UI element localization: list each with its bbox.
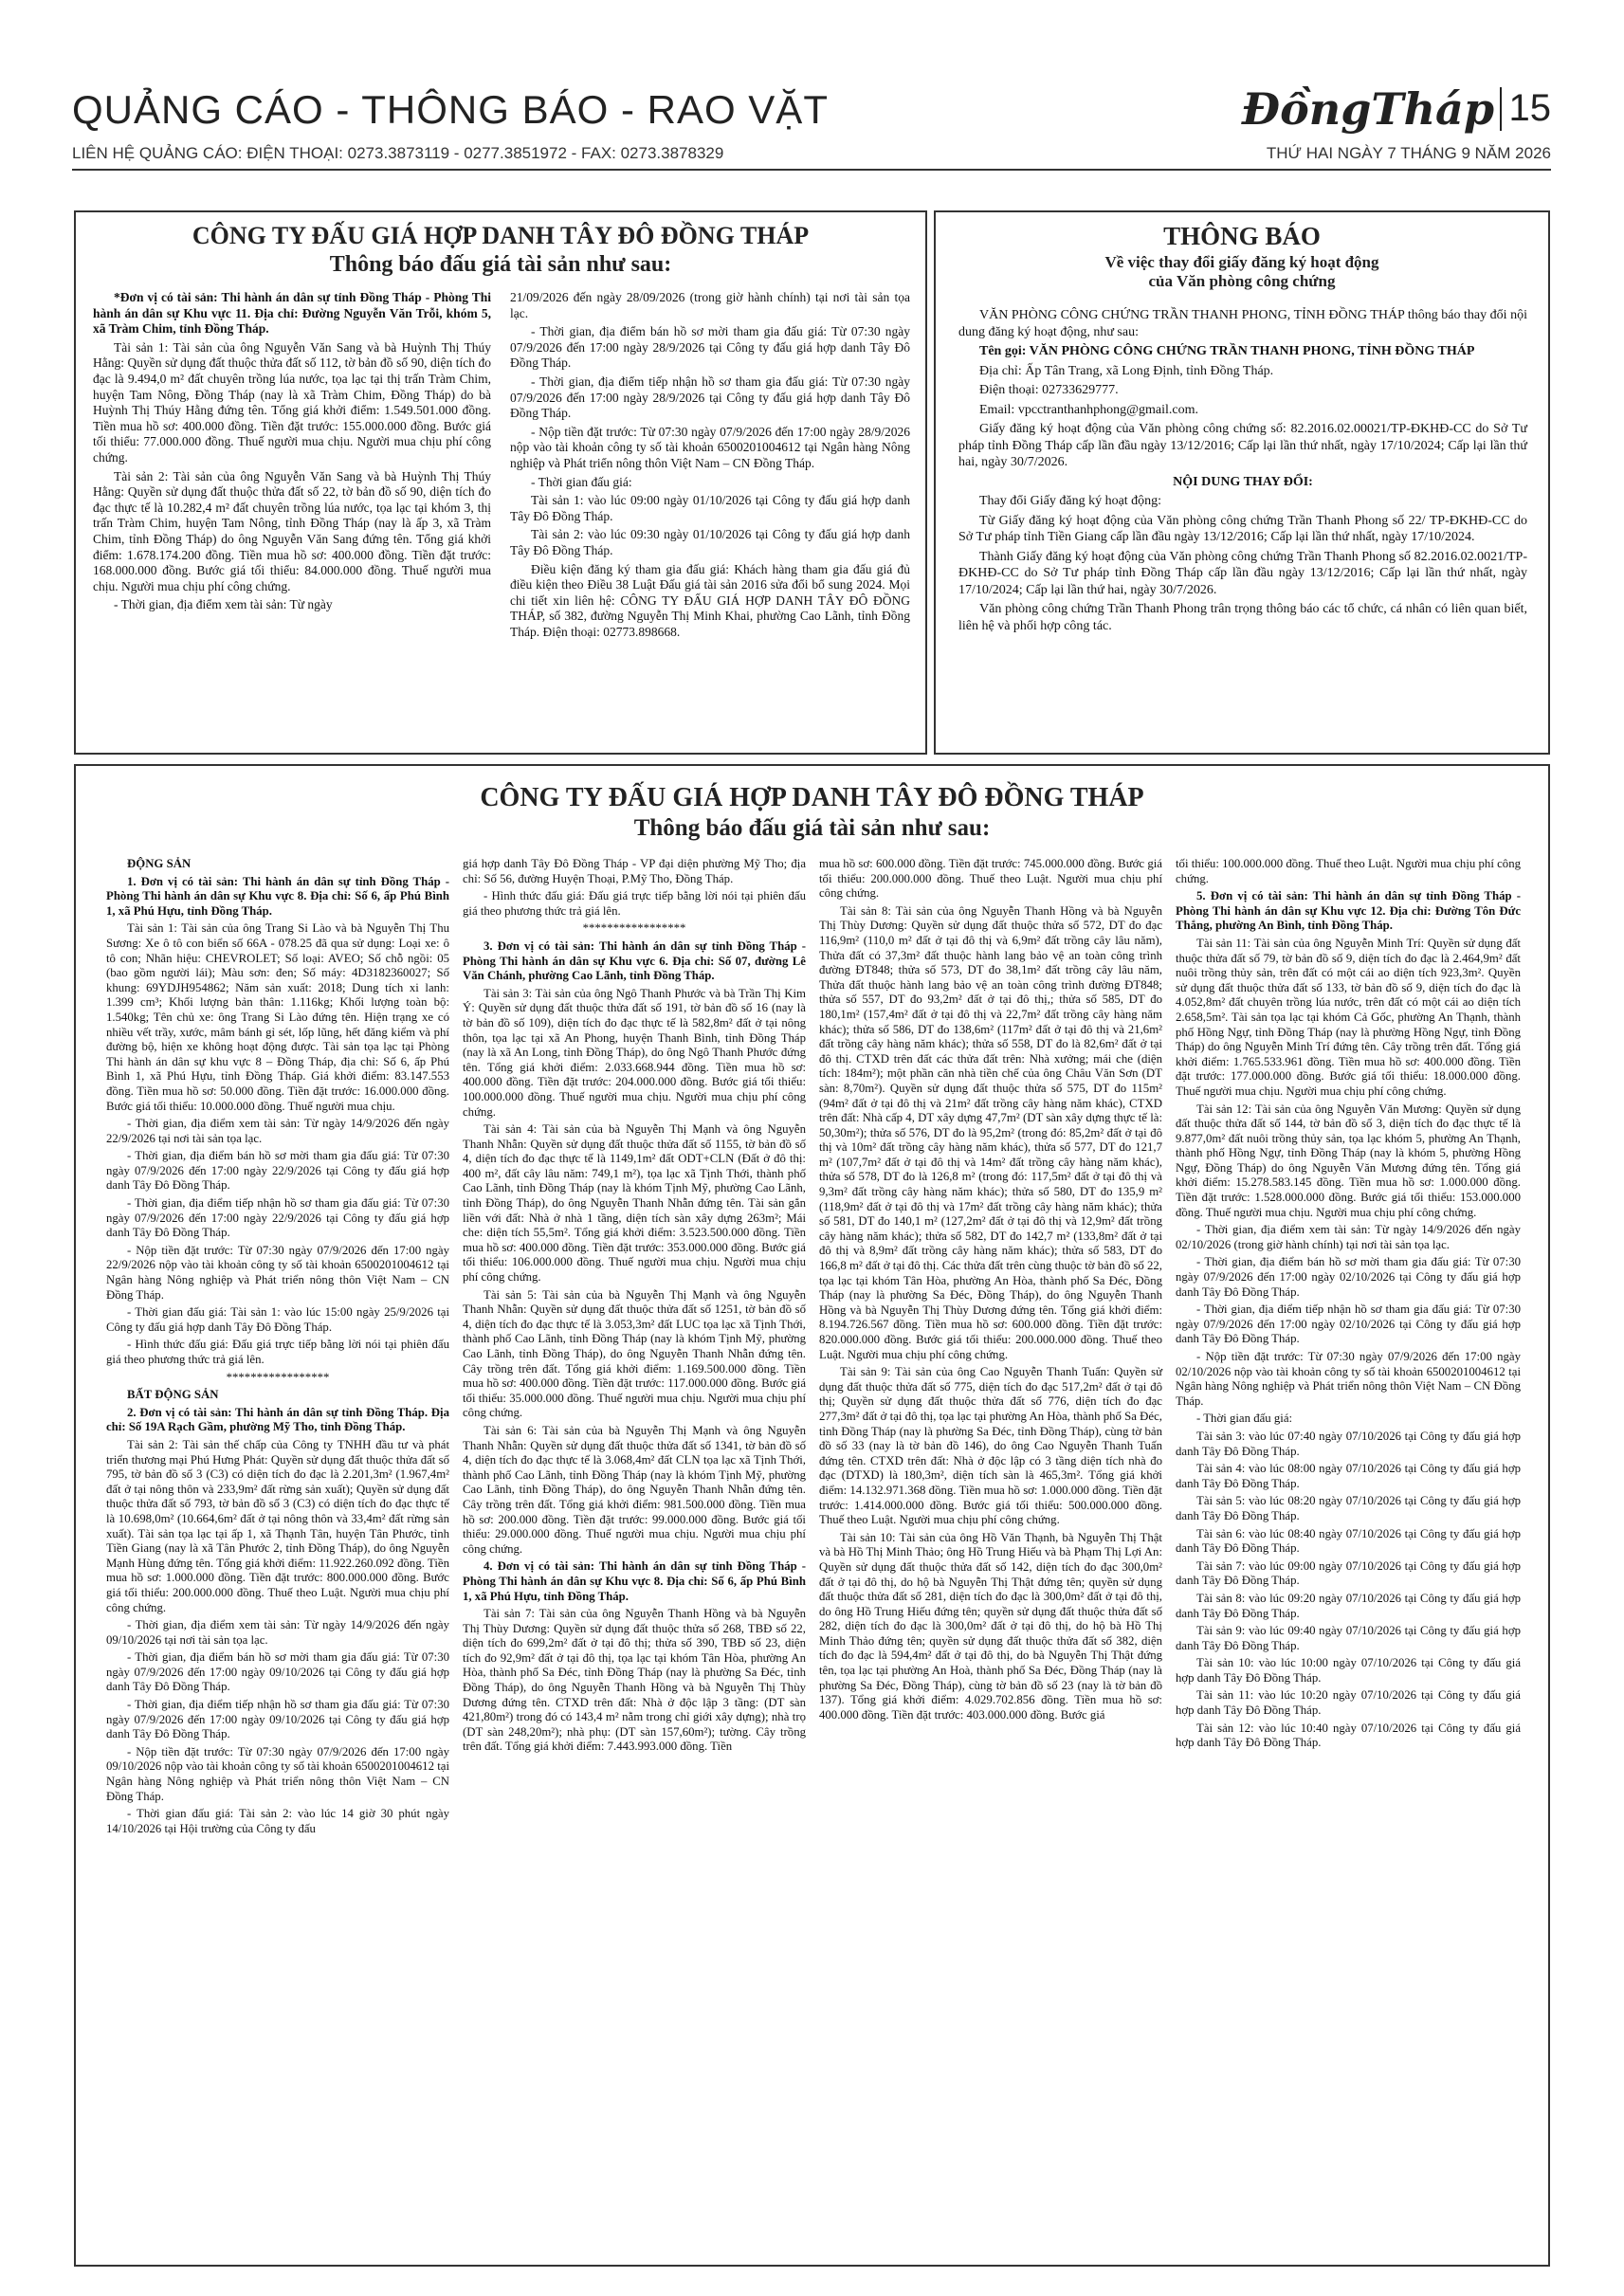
ad1-text: Điều kiện đăng ký tham gia đấu giá: Khách hàng tham gia đấu giá đủ điều kiện theo Điều 38 Luật Đấu giá tài sản 2016 sửa đổi bổ sung 2024. Mọi chi tiết xin liên hệ: CÔNG TY ĐẤU GIÁ HỢP DANH TÂY ĐÔ ĐỒNG THÁP, số 382, đường Nguyễn Thị Minh Khai, phường Cao Lãnh, tỉnh Đồng Tháp. Điện thoại: 02773.898668.	[510, 561, 910, 639]
company-title: CÔNG TY ĐẤU GIÁ HỢP DANH TÂY ĐÔ ĐỒNG THÁP	[480, 783, 1144, 812]
ad2-text: - Thời gian, địa điểm xem tài sản: Từ ngày 14/9/2026 đến ngày 22/9/2026 tại nơi tài sản tọa lạc.	[106, 1117, 449, 1145]
ad2-text: 1. Đơn vị có tài sản: Thi hành án dân sự tỉnh Đồng Tháp - Phòng Thi hành án dân sự Khu vực 8. Địa chỉ: Số 6, ấp Phú Bình 1, xã Phú Hựu, tỉnh Đồng Tháp.	[106, 874, 449, 918]
ad2-text: 4. Đơn vị có tài sản: Thi hành án dân sự tỉnh Đồng Tháp - Phòng Thi hành án dân sự Khu vực 8. Địa chỉ: Số 6, ấp Phú Bình 1, xã Phú Hựu, tỉnh Đồng Tháp.	[463, 1559, 806, 1603]
ad1-text: Tài sản 1: vào lúc 09:00 ngày 01/10/2026 tại Công ty đấu giá hợp danh Tây Đô Đồng Tháp.	[510, 493, 910, 523]
ad1-text: Tài sản 2: Tài sản của ông Nguyễn Văn Sang và bà Huỳnh Thị Thúy Hằng: Quyền sử dụng đất thuộc thửa đất số 22, tờ bản đồ số 90, diện tích đo đạc thực tế là 10.282,4 m² đất chuyên trồng lúa nước, tọa lạc tại khóm 3, thị trấn Tràm Chim, huyện Tam Nông, tỉnh Đồng Tháp (nay là ấp 3, xã Tràm Chim, tỉnh Đồng Tháp) do ông Nguyễn Văn Sang đứng tên. Tổng giá khởi điểm: 1.678.174.200 đồng. Tiền mua hồ sơ: 400.000 đồng. Tiền đặt trước: 168.000.000 đồng. Bước giá tối thiểu: 84.000.000 đồng. Thuế người mua chịu. Người mua chịu phí công chứng.	[93, 468, 491, 593]
ad2-separator: *****************	[582, 921, 686, 936]
notice-text: VĂN PHÒNG CÔNG CHỨNG TRẦN THANH PHONG, TỈNH ĐỒNG THÁP thông báo thay đổi nội dung đăng ký hoạt động, như sau:	[958, 308, 1527, 339]
ad2-text: mua hồ sơ: 600.000 đồng. Tiền đặt trước: 745.000.000 đồng. Bước giá tối thiểu: 200.000.000 đồng. Thuế theo Luật. Người mua chịu phí công chứng.	[819, 857, 1162, 901]
ad2-text: - Hình thức đấu giá: Đấu giá trực tiếp bằng lời nói tại phiên đấu giá theo phương thức trả giá lên.	[463, 889, 806, 918]
ad2-text: Tài sản 5: Tài sản của bà Nguyễn Thị Mạnh và ông Nguyễn Thanh Nhẫn: Quyền sử dụng đất thuộc thửa đất số 1251, tờ bản đồ số 4, diện tích đo đạc thực tế là 3.053,3m² đất LUC tọa lạc xã Tịnh Thới, thành phố Cao Lãnh, tỉnh Đồng Tháp (nay là khóm Tịnh Mỹ, phường Cao Lãnh, tỉnh Đồng Tháp), do ông Nguyễn Thanh Nhẫn đứng tên. Cây trồng trên đất. Tổng giá khởi điểm: 1.169.500.000 đồng. Tiền mua hồ sơ: 400.000 đồng. Tiền đặt trước: 117.000.000 đồng. Bước giá tối thiểu: 35.000.000 đồng. Thuế người mua chịu. Người mua chịu phí công chứng.	[463, 1287, 806, 1420]
notice-subtitle: Về việc thay đổi giấy đăng ký hoạt động	[1104, 253, 1379, 271]
ad2-text: Tài sản 11: vào lúc 10:20 ngày 07/10/2026 tại Công ty đấu giá hợp danh Tây Đô Đồng Tháp.	[1176, 1688, 1521, 1718]
ad1-text: Tài sản 2: vào lúc 09:30 ngày 01/10/2026 tại Công ty đấu giá hợp danh Tây Đô Đồng Tháp.	[510, 527, 910, 557]
ad2-text: Tài sản 2: Tài sản thế chấp của Công ty TNHH đầu tư và phát triển thương mại Phú Hưng Phát: Quyền sử dụng đất thuộc thửa đất số 795, tờ bản đồ số 3 (C3) có diện tích đo đạc là 2.201,3m² (1.967,4m² đất ở tại nông thôn và 233,9m² đất rừng sản xuất); Quyền sử dụng đất thuộc thửa đất số 793, tờ bản đồ số 3 (C3) có diện tích đo đạc thực tế là 10.698,0m² (10.664,6m² đất ở tại nông thôn và 33,4m² đất rừng sản xuất). Tài sản tọa lạc tại ấp 1, xã Thạnh Tân, huyện Tân Phước, tỉnh Tiền Giang (nay là xã Tân Phước 2, tỉnh Đồng Tháp), do ông Nguyễn Mạnh Hùng đứng tên. Tổng giá khởi điểm: 11.922.260.092 đồng. Tiền mua hồ sơ: 1.000.000 đồng. Tiền đặt trước: 800.000.000 đồng. Bước giá tối thiểu: 200.000.000 đồng. Thuế theo Luật. Người mua chịu phí công chứng.	[106, 1437, 449, 1614]
header-rule	[72, 169, 1551, 171]
ad1-column-1	[93, 290, 491, 616]
notary-notice	[934, 210, 1550, 755]
ad2-text: - Thời gian, địa điểm tiếp nhận hồ sơ tham gia đấu giá: Từ 07:30 ngày 07/9/2026 đến 17:00 ngày 09/10/2026 tại Công ty đấu giá hợp danh Tây Đô Đồng Tháp.	[106, 1698, 449, 1741]
ad2-text: tối thiểu: 100.000.000 đồng. Thuế theo Luật. Người mua chịu phí công chứng.	[1176, 857, 1521, 885]
ad2-text: Tài sản 8: vào lúc 09:20 ngày 07/10/2026 tại Công ty đấu giá hợp danh Tây Đô Đồng Tháp.	[1176, 1591, 1521, 1620]
ad2-text: - Nộp tiền đặt trước: Từ 07:30 ngày 07/9/2026 đến 17:00 ngày 02/10/2026 nộp vào tài khoản công ty số tài khoản 6500201004612 tại Ngân hàng Nông nghiệp và Phát triển nông thôn Việt Nam – CN Đồng Tháp.	[1176, 1350, 1521, 1408]
ad2-text: - Thời gian, địa điểm bán hồ sơ mời tham gia đấu giá: Từ 07:30 ngày 07/9/2026 đến 17:00 ngày 09/10/2026 tại Công ty đấu giá hợp danh Tây Đô Đồng Tháp.	[106, 1650, 449, 1694]
ad2-column-4	[1176, 857, 1521, 1754]
notice-text: Tên gọi: VĂN PHÒNG CÔNG CHỨNG TRẦN THANH PHONG, TỈNH ĐỒNG THÁP	[979, 344, 1475, 358]
ad1-text: 21/09/2026 đến ngày 28/09/2026 (trong giờ hành chính) tại nơi tài sản tọa lạc.	[510, 290, 910, 320]
notice-text: Email: vpcctranthanhphong@gmail.com.	[979, 402, 1198, 417]
ad2-text: - Nộp tiền đặt trước: Từ 07:30 ngày 07/9/2026 đến 17:00 ngày 09/10/2026 nộp vào tài khoản công ty số tài khoản 6500201004612 tại Ngân hàng Nông nghiệp và Phát triển nông thôn Việt Nam – CN Đồng Tháp.	[106, 1744, 449, 1803]
ad2-text: Tài sản 9: vào lúc 09:40 ngày 07/10/2026 tại Công ty đấu giá hợp danh Tây Đô Đồng Tháp.	[1176, 1624, 1521, 1652]
ad2-column-3	[819, 857, 1162, 1725]
ad2-text: Tài sản 10: vào lúc 10:00 ngày 07/10/2026 tại Công ty đấu giá hợp danh Tây Đô Đồng Tháp.	[1176, 1656, 1521, 1685]
notice-text: Địa chỉ: Ấp Tân Trang, xã Long Định, tỉnh Đồng Tháp.	[979, 363, 1274, 378]
ad1-text: *Đơn vị có tài sản: Thi hành án dân sự tỉnh Đồng Tháp - Phòng Thi hành án dân sự Khu vực 11. Địa chỉ: Đường Nguyễn Văn Trỗi, khóm 5, xã Tràm Chim, tỉnh Đồng Tháp.	[93, 290, 491, 337]
ad2-text: - Thời gian, địa điểm tiếp nhận hồ sơ tham gia đấu giá: Từ 07:30 ngày 07/9/2026 đến 17:00 ngày 02/10/2026 tại Công ty đấu giá hợp danh Tây Đô Đồng Tháp.	[1176, 1303, 1521, 1346]
page-number: 15	[1508, 87, 1551, 129]
ad2-text: Tài sản 8: Tài sản của ông Nguyễn Thanh Hồng và bà Nguyễn Thị Thùy Dương: Quyền sử dụng đất thuộc thửa số 572, DT đo đạc 116,9m² (110,0 m² đất ở tại đô thị và 6,9m² đất trồng cây lâu năm), Thửa đất có 37,3m² đất thuộc hành lang bảo vệ an toàn công trình đường ĐT848; thửa số 573, DT đo 38,1m² đất trồng cây lâu năm, Thửa đất thuộc hành lang bảo vệ an toàn công trình đường ĐT848; thửa số 557, DT đo 93,2m² đất ở tại đô thị,; thửa số 585, DT đo 180,1m² (157,4m² đất ở tại đô thị và 22,7m² đất trồng cây hàng năm khác); thửa số 586, DT đo 138,6m² (117m² đất ở tại đô thị và 21,6m² đất trồng cây hàng năm khác); thửa số 558, DT đo là 82,6m² đất ở tại đô thị. CTXD trên đất các thửa đất trên: Nhà xưởng; mái che (diện tích: 184m²); một phần căn nhà tiền chế của ông Châu Văn Sơn (DT sàn: 8,70m²). Quyền sử dụng đất thuộc thửa số 575, DT đo 115m² (94m² đất ở tại đô thị và 21m² đất trồng cây hàng năm khác), CTXD trên đất: Nhà cấp 4, DT xây dựng 47,7m² (DT sàn xây dựng thực tế là: 50,30m²); thửa số 576, DT đo là 95,2m² (trong đó: 85,2m² đất ở tại đô thị và 10m² đất trồng cây hàng năm khác), thửa số 577, DT đo 121,7 m² (107,7m² đất ở tại đô thị và 14m² đất trồng cây hàng năm khác), thửa số 578, DT đo là 126,8 m² (trong đó: 117,5m² đất ở tại đô thị và 9,3m² đất trồng cây hàng năm khác); thửa số 580, DT đo 135,9 m² (118,9m² đất ở tại đô thị và 17m² đất trồng cây hàng năm khác); thửa số 581, DT đo 140,1 m² (127,2m² đất ở tại đô thị và 12,9m² đất trồng cây hàng năm khác); thửa số 582, DT đo 142,7 m² (133,8m² đất ở tại đô thị và 8,9m² đất trồng cây hàng năm khác); thửa số 583, DT đo 166,8 m² đất ở tại đô thị. Các thửa đất trên cùng thuộc tờ bản đồ số 22, tọa lạc tại khóm Tân Hòa, phường An Hòa, thành phố Sa Đéc, Đồng Tháp (nay là phường Sa Đéc, Đồng Tháp), do ông Nguyễn Thanh Hồng và bà Nguyễn Thị Thùy Dương đứng tên. Tổng giá khởi điểm: 8.194.726.567 đồng. Tiền mua hồ sơ: 600.000 đồng. Tiền đặt trước: 820.000.000 đồng. Bước giá tối thiểu: 200.000.000 đồng. Thuế theo Luật. Người mua chịu phí công chứng.	[819, 903, 1162, 1361]
ad2-text: Tài sản 11: Tài sản của ông Nguyễn Minh Trí: Quyền sử dụng đất thuộc thửa đất số 79, tờ bản đồ số 9, diện tích đo đạc là 2.464,9m² đất nuôi trồng thủy sản, trên đất có một cái ao diện tích 923,3m². Quyền sử dụng đất thuộc thửa đất số 133, tờ bản đồ số 9, diện tích đo đạc là 4.052,8m² đất chuyên trồng lúa nước, trên đất có một cái ao diện tích 2.658,5m². Tài sản tọa lạc tại khóm Cả Gốc, phường An Thạnh, thành phố Hồng Ngự, tỉnh Đồng Tháp (nay là phường Hồng Ngự, tỉnh Đồng Tháp) do ông Nguyễn Minh Trí đứng tên. Cây trồng trên đất. Tổng giá khởi điểm: 1.765.533.961 đồng. Tiền mua hồ sơ: 400.000 đồng. Tiền đặt trước: 177.000.000 đồng. Bước giá tối thiểu: 18.000.000 đồng. Thuế người mua chịu. Người mua chịu phí công chứng.	[1176, 936, 1521, 1098]
notice-text: Giấy đăng ký hoạt động của Văn phòng công chứng số: 82.2016.02.00021/TP-ĐKHĐ-CC do Sở Tư pháp tỉnh Đồng Tháp cấp lần đầu ngày 13/12/2016; Cấp lại lần thứ nhất, ngày 17/10/2024; Cấp lại lần thứ hai, ngày 30/7/2026.	[958, 422, 1527, 469]
ad2-text: BẤT ĐỘNG SẢN	[127, 1388, 219, 1402]
ad2-text: Tài sản 5: vào lúc 08:20 ngày 07/10/2026 tại Công ty đấu giá hợp danh Tây Đô Đồng Tháp.	[1176, 1494, 1521, 1522]
ad2-text: Tài sản 6: Tài sản của bà Nguyễn Thị Mạnh và ông Nguyễn Thanh Nhẫn: Quyền sử dụng đất thuộc thửa đất số 1341, tờ bản đồ số 4, diện tích đo đạc thực tế là 3.068,4m² đất CLN tọa lạc xã Tịnh Thới, thành phố Cao Lãnh, tỉnh Đồng Tháp (nay là khóm Tịnh Mỹ, phường Cao Lãnh, tỉnh Đồng Tháp), do ông Nguyễn Thanh Nhẫn đứng tên. Cây trồng trên đất. Tổng giá khởi điểm: 981.500.000 đồng. Tiền mua hồ sơ: 200.000 đồng. Tiền đặt trước: 99.000.000 đồng. Bước giá tối thiểu: 29.000.000 đồng. Thuế người mua chịu. Người mua chịu phí công chứng.	[463, 1423, 806, 1556]
ad2-text: - Thời gian, địa điểm xem tài sản: Từ ngày 14/9/2026 đến ngày 02/10/2026 (trong giờ hành chính) tại nơi tài sản tọa lạc.	[1176, 1223, 1521, 1251]
ad2-text: 5. Đơn vị có tài sản: Thi hành án dân sự tỉnh Đồng Tháp - Phòng Thi hành án dân sự Khu vực 12. Địa chỉ: Đường Tôn Đức Thắng, phường An Bình, tỉnh Đồng Tháp.	[1176, 889, 1521, 933]
ad2-column-1	[106, 857, 449, 1839]
ad2-text: Tài sản 10: Tài sản của ông Hồ Văn Thạnh, bà Nguyễn Thị Thật và bà Hồ Thị Minh Thảo; ông Hồ Trung Hiếu và bà Phạm Thị Lợi An: Quyền sử dụng đất thuộc thửa đất số 142, diện tích đo đạc 300,0m² đất ở tại đô thị, do hộ bà Nguyễn Thị Thật đứng tên; quyền sử dụng đất thuộc thửa đất số 281, diện tích đo đạc là 300,0m² đất ở tại đô thị, do ông Hồ Trung Hiếu đứng tên; quyền sử dụng đất thuộc thửa đất số 282, diện tích đo đạc là 300,0m² đất ở tại đô thị, do hộ bà Hồ Thị Minh Thảo đứng tên; quyền sử dụng đất thuộc thửa đất số 382, diện tích đo đạc là 594,4m² đất ở tại đô thị, do bà Nguyễn Thị Thật đứng tên, tọa lạc tại phường An Hoà, thành phố Sa Đéc, Đồng Tháp (nay là phường Sa Đéc, Đồng Tháp), cùng tờ bản đồ số 23 (nay là tờ bản đồ 137). Tổng giá khởi điểm: 4.029.702.856 đồng. Tiền mua hồ sơ: 400.000 đồng. Tiền đặt trước: 403.000.000 đồng. Bước giá	[819, 1530, 1162, 1722]
ad2-text: Tài sản 4: vào lúc 08:00 ngày 07/10/2026 tại Công ty đấu giá hợp danh Tây Đô Đồng Tháp.	[1176, 1462, 1521, 1490]
notice-subtitle: Thông báo đấu giá tài sản như sau:	[633, 815, 991, 841]
ad2-text: 2. Đơn vị có tài sản: Thi hành án dân sự tỉnh Đồng Tháp. Địa chỉ: Số 19A Rạch Gầm, phường Mỹ Tho, tỉnh Đồng Tháp.	[106, 1405, 449, 1434]
newspaper-logo: ĐồngTháp	[1241, 83, 1494, 135]
ad2-text: Tài sản 12: Tài sản của ông Nguyễn Văn Mương: Quyền sử dụng đất thuộc thửa đất số 144, tờ bản đồ số 3, diện tích đo đạc thực tế là 9.877,0m² đất nuôi trồng thủy sản, tọa lạc khóm 5, phường An Thạnh, thành phố Hồng Ngự, tỉnh Đồng Tháp (nay là khóm 5, phường Hồng Ngự, Đồng Tháp) do ông Nguyễn Văn Mương đứng tên. Tổng giá khởi điểm: 15.278.583.145 đồng. Tiền mua hồ sơ: 1.000.000 đồng. Tiền đặt trước: 1.528.000.000 đồng. Bước giá tối thiểu: 153.000.000 đồng. Thuế người mua chịu. Người mua chịu phí công chứng.	[1176, 1102, 1521, 1219]
ad2-text: Tài sản 3: vào lúc 07:40 ngày 07/10/2026 tại Công ty đấu giá hợp danh Tây Đô Đồng Tháp.	[1176, 1429, 1521, 1458]
ad2-text: - Thời gian, địa điểm bán hồ sơ mời tham gia đấu giá: Từ 07:30 ngày 07/9/2026 đến 17:00 ngày 02/10/2026 tại Công ty đấu giá hợp danh Tây Đô Đồng Tháp.	[1176, 1255, 1521, 1299]
ad2-text: - Thời gian đấu giá: Tài sản 1: vào lúc 15:00 ngày 25/9/2026 tại Công ty đấu giá hợp danh Tây Đô Đồng Tháp.	[106, 1305, 449, 1334]
ad2-text: Tài sản 4: Tài sản của bà Nguyễn Thị Mạnh và ông Nguyễn Thanh Nhẫn: Quyền sử dụng đất thuộc thửa đất số 1155, tờ bản đồ số 4, diện tích đo đạc thực tế là 1149,1m² đất ODT+CLN (Đất ở đô thị: 400 m², đất cây lâu năm: 749,1 m²), tọa lạc xã Tịnh Thới, thành phố Cao Lãnh, tỉnh Đồng Tháp (nay là khóm Tịnh Mỹ, phường Cao Lãnh, tỉnh Đồng Tháp), do ông Nguyễn Thanh Nhẫn đứng tên. Tài sản gắn liền với đất: Nhà ở nhà 1 tầng, diện tích sàn xây dựng 263m²; Mái che: diện tích 55,5m². Tổng giá khởi điểm: 3.523.500.000 đồng. Tiền mua hồ sơ: 400.000 đồng. Tiền đặt trước: 353.000.000 đồng. Bước giá tối thiểu: 106.000.000 đồng. Thuế người mua chịu. Người mua chịu phí công chứng.	[463, 1122, 806, 1285]
ad2-text: giá hợp danh Tây Đô Đồng Tháp - VP đại diện phường Mỹ Tho; địa chỉ: Số 56, đường Huyện Thoại, P.Mỹ Tho, Đồng Tháp.	[463, 857, 806, 885]
notice-subtitle: của Văn phòng công chứng	[1148, 272, 1336, 290]
ad1-text: - Thời gian, địa điểm xem tài sản: Từ ngày	[114, 597, 333, 612]
ad2-text: - Thời gian, địa điểm xem tài sản: Từ ngày 14/9/2026 đến ngày 09/10/2026 tại nơi tài sản tọa lạc.	[106, 1618, 449, 1647]
ad2-text: 3. Đơn vị có tài sản: Thi hành án dân sự tỉnh Đồng Tháp - Phòng Thi hành án dân sự Khu vực 6. Địa chỉ: Số 07, đường Lê Văn Chánh, phường Cao Lãnh, tỉnh Đồng Tháp.	[463, 938, 806, 983]
ad1-text: - Thời gian, địa điểm tiếp nhận hồ sơ tham gia đấu giá: Từ 07:30 ngày 07/9/2026 đến 17:00 ngày 28/9/2026 tại Công ty đấu giá hợp danh Tây Đô Đồng Tháp.	[510, 374, 910, 421]
notice-text: Điện thoại: 02733629777.	[979, 383, 1119, 397]
notice-body	[958, 307, 1527, 637]
ad2-text: Tài sản 7: vào lúc 09:00 ngày 07/10/2026 tại Công ty đấu giá hợp danh Tây Đô Đồng Tháp.	[1176, 1558, 1521, 1588]
notice-subtitle: Thông báo đấu giá tài sản như sau:	[329, 252, 672, 277]
company-title: CÔNG TY ĐẤU GIÁ HỢP DANH TÂY ĐÔ ĐỒNG THÁP	[192, 222, 810, 249]
auction-notice-2	[74, 764, 1550, 2267]
ad-contact: LIÊN HỆ QUẢNG CÁO: ĐIỆN THOẠI: 0273.3873119 - 0277.3851972 - FAX: 0273.3878329	[72, 144, 724, 162]
ad2-text: ĐỘNG SẢN	[127, 857, 192, 870]
ad1-text: - Thời gian, địa điểm bán hồ sơ mời tham gia đấu giá: Từ 07:30 ngày 07/9/2026 đến 17:00 ngày 28/9/2026 tại Công ty đấu giá hợp danh Tây Đô Đồng Tháp.	[510, 324, 910, 371]
notice-text: Thay đổi Giấy đăng ký hoạt động:	[979, 494, 1162, 508]
ad2-text: - Hình thức đấu giá: Đấu giá trực tiếp bằng lời nói tại phiên đấu giá theo phương thức trả giá lên.	[106, 1338, 449, 1366]
ad2-text: Tài sản 6: vào lúc 08:40 ngày 07/10/2026 tại Công ty đấu giá hợp danh Tây Đô Đồng Tháp.	[1176, 1526, 1521, 1556]
ad2-text: Tài sản 1: Tài sản của ông Trang Si Lào và bà Nguyễn Thị Thu Sương: Xe ô tô con biển số 66A - 078.25 đã qua sử dụng: Loại xe: ô tô con; Nhãn hiệu: CHEVROLET; Số loại: AVEO; Số chỗ ngồi: 05 (bao gồm người lái); Màu sơn: đen; Số máy: 4D3182360027; Số khung: 69YDJH954862; Năm sản xuất: 2018; Dung tích xi lanh: 1.399 cm³; Khối lượng bản thân: 1.116kg; Khối lượng toàn bộ: 1.540kg; Tên chủ xe: ông Trang Si Lào đứng tên. Hiện trạng xe có nhiều vết trầy, xước, mâm bánh gỉ sét, lốp lũng, hết đăng kiểm và phí đường bộ, hiện xe không hoạt động được. Tài sản tọa lạc tại Phòng Thi hành án dân sự khu vực 8 – Đồng Tháp, địa chỉ: Số 6, ấp Phú Bình 1, xã Phú Hựu, tỉnh Đồng Tháp. Giá khởi điểm: 83.147.553 đồng. Tiền mua hồ sơ: 50.000 đồng. Tiền đặt trước: 16.000.000 đồng. Bước giá tối thiểu: 10.000.000 đồng. Thuế người mua chịu.	[106, 921, 449, 1113]
ad2-text: - Thời gian, địa điểm bán hồ sơ mời tham gia đấu giá: Từ 07:30 ngày 07/9/2026 đến 17:00 ngày 22/9/2026 tại Công ty đấu giá hợp danh Tây Đô Đồng Tháp.	[106, 1149, 449, 1193]
ad2-text: - Thời gian, địa điểm tiếp nhận hồ sơ tham gia đấu giá: Từ 07:30 ngày 07/9/2026 đến 17:00 ngày 22/9/2026 tại Công ty đấu giá hợp danh Tây Đô Đồng Tháp.	[106, 1196, 449, 1240]
header-divider	[1500, 87, 1502, 131]
section-title: QUẢNG CÁO - THÔNG BÁO - RAO VẶT	[72, 87, 829, 132]
ad2-separator: *****************	[226, 1370, 330, 1384]
ad1-text: Tài sản 1: Tài sản của ông Nguyễn Văn Sang và bà Huỳnh Thị Thúy Hằng: Quyền sử dụng đất thuộc thửa đất số 112, tờ bản đồ số 90, diện tích đo đạc là 9.494,0 m² đất chuyên trồng lúa nước, tọa lạc tại thị trấn Tràm Chim, huyện Tam Nông, Đồng Tháp (nay là xã Tràm Chim, Đồng Tháp) do bà Huỳnh Thị Thúy Hằng đứng tên. Tổng giá khởi điểm: 1.549.501.000 đồng. Tiền mua hồ sơ: 400.000 đồng. Tiền đặt trước: 155.000.000 đồng. Bước giá tối thiểu: 77.000.000 đồng. Thuế người mua chịu. Người mua chịu phí công chứng.	[93, 339, 491, 465]
ad2-column-2	[463, 857, 806, 1758]
ad2-text: - Nộp tiền đặt trước: Từ 07:30 ngày 07/9/2026 đến 17:00 ngày 22/9/2026 nộp vào tài khoản công ty số tài khoản 6500201004612 tại Ngân hàng Nông nghiệp và Phát triển nông thôn Việt Nam – CN Đồng Tháp.	[106, 1243, 449, 1302]
ad1-column-2	[510, 290, 910, 643]
notice-text: Văn phòng công chứng Trần Thanh Phong trân trọng thông báo các tổ chức, cá nhân có liên quan biết, liên hệ và phối hợp công tác.	[958, 602, 1527, 633]
ad2-text: Tài sản 7: Tài sản của ông Nguyễn Thanh Hồng và bà Nguyễn Thị Thùy Dương: Quyền sử dụng đất thuộc thửa số 268, TBĐ số 22, diện tích đo 699,2m² đất ở tại đô thị; thửa số 390, TBĐ số 23, diện tích đo 92,9m² đất ở tại đô thị, tọa lạc tại khóm Tân Hòa, phường An Hòa, thành phố Sa Đéc, tỉnh Đồng Tháp (nay là phường Sa Đéc, tỉnh Đồng Tháp), do ông Nguyễn Thanh Hồng và bà Nguyễn Thị Thùy Dương đứng tên. CTXD trên đất: Nhà ở độc lập 3 tầng: (DT sàn 421,80m²) trong đó có 143,4 m² nằm trong chỉ giới xây dựng); nhà trọ (DT sàn 248,20m²); nhà phụ: (DT sàn 157,60m²); tường. Cây trồng trên đất. Tổng giá khởi điểm: 7.443.993.000 đồng. Tiền	[463, 1607, 806, 1754]
notice-text: Từ Giấy đăng ký hoạt động của Văn phòng công chứng Trần Thanh Phong số 22/ TP-ĐKHĐ-CC do Sở Tư pháp tỉnh Tiền Giang cấp lần đầu ngày 13/12/2016; Cấp lại lần thứ nhất, ngày 17/10/2024.	[958, 513, 1527, 544]
ad2-text: - Thời gian đấu giá:	[1196, 1412, 1293, 1426]
ad2-text: - Thời gian đấu giá: Tài sản 2: vào lúc 14 giờ 30 phút ngày 14/10/2026 tại Hội trường của Công ty đấu	[106, 1807, 449, 1835]
ad1-text: - Nộp tiền đặt trước: Từ 07:30 ngày 07/9/2026 đến 17:00 ngày 28/9/2026 nộp vào tài khoản công ty số tài khoản 6500201004612 tại Ngân hàng Nông nghiệp và Phát triển nông thôn Việt Nam – CN Đồng Tháp.	[510, 424, 910, 470]
ad2-text: Tài sản 3: Tài sản của ông Ngô Thanh Phước và bà Trần Thị Kim Ý: Quyền sử dụng đất thuộc thửa đất số 191, tờ bản đồ số 16 (nay là tờ bản đồ số 109), diện tích đo đạc thực tế là 582,8m² đất ở tại nông thôn, tọa lạc tại xã An Phong, huyện Thanh Bình, tỉnh Đồng Tháp (nay là xã An Long, tỉnh Đồng Tháp), do ông Ngô Thanh Phước đứng tên. Tổng giá khởi điểm: 2.033.668.944 đồng. Tiền mua hồ sơ: 400.000 đồng. Tiền đặt trước: 204.000.000 đồng. Bước giá tối thiểu: 100.000.000 đồng. Thuế người mua chịu. Người mua chịu phí công chứng.	[463, 986, 806, 1119]
ad2-text: Tài sản 9: Tài sản của ông Cao Nguyễn Thanh Tuấn: Quyền sử dụng đất thuộc thửa đất số 775, diện tích đo đạc 517,2m² đất ở tại đô thị; Quyền sử dụng đất thuộc thửa đất số 776, diện tích đo đạc 277,3m² đất ở tại đô thị, tọa lạc tại phường An Hòa, thành phố Sa Đéc, tỉnh Đồng Tháp (nay là phường Sa Đéc, tỉnh Đồng Tháp), cùng tờ bản đồ số 33 (nay là tờ bản đồ 146), do ông Cao Nguyễn Thanh Tuấn đứng tên. CTXD trên đất: Nhà ở độc lập có 3 tầng diện tích nhà đo đạc (DTXD) là 180,3m², diện tích sàn là 465,3m². Tổng giá khởi điểm: 14.132.971.368 đồng. Tiền mua hồ sơ: 1.000.000 đồng. Tiền đặt trước: 1.414.000.000 đồng. Bước giá tối thiểu: 500.000.000 đồng. Thuế theo Luật. Người mua chịu phí công chứng.	[819, 1365, 1162, 1527]
issue-date: THỨ HAI NGÀY 7 THÁNG 9 NĂM 2026	[1266, 144, 1551, 162]
ad1-text: - Thời gian đấu giá:	[531, 474, 632, 489]
ad2-text: Tài sản 12: vào lúc 10:40 ngày 07/10/2026 tại Công ty đấu giá hợp danh Tây Đô Đồng Tháp.	[1176, 1721, 1521, 1750]
notice-title: THÔNG BÁO	[1163, 222, 1321, 250]
notice-text: Thành Giấy đăng ký hoạt động của Văn phòng công chứng Trần Thanh Phong số 82.2016.02.0021/TP-ĐKHĐ-CC do Sở Tư pháp tỉnh Đồng Tháp cấp lần đầu ngày 13/12/2016; Cấp lại lần thứ nhất, ngày 17/10/2024; Cấp lại lần thứ hai, ngày 30/7/2026.	[958, 549, 1527, 597]
notice-heading: NỘI DUNG THAY ĐỔI:	[1173, 474, 1313, 489]
auction-notice-1	[74, 210, 927, 755]
